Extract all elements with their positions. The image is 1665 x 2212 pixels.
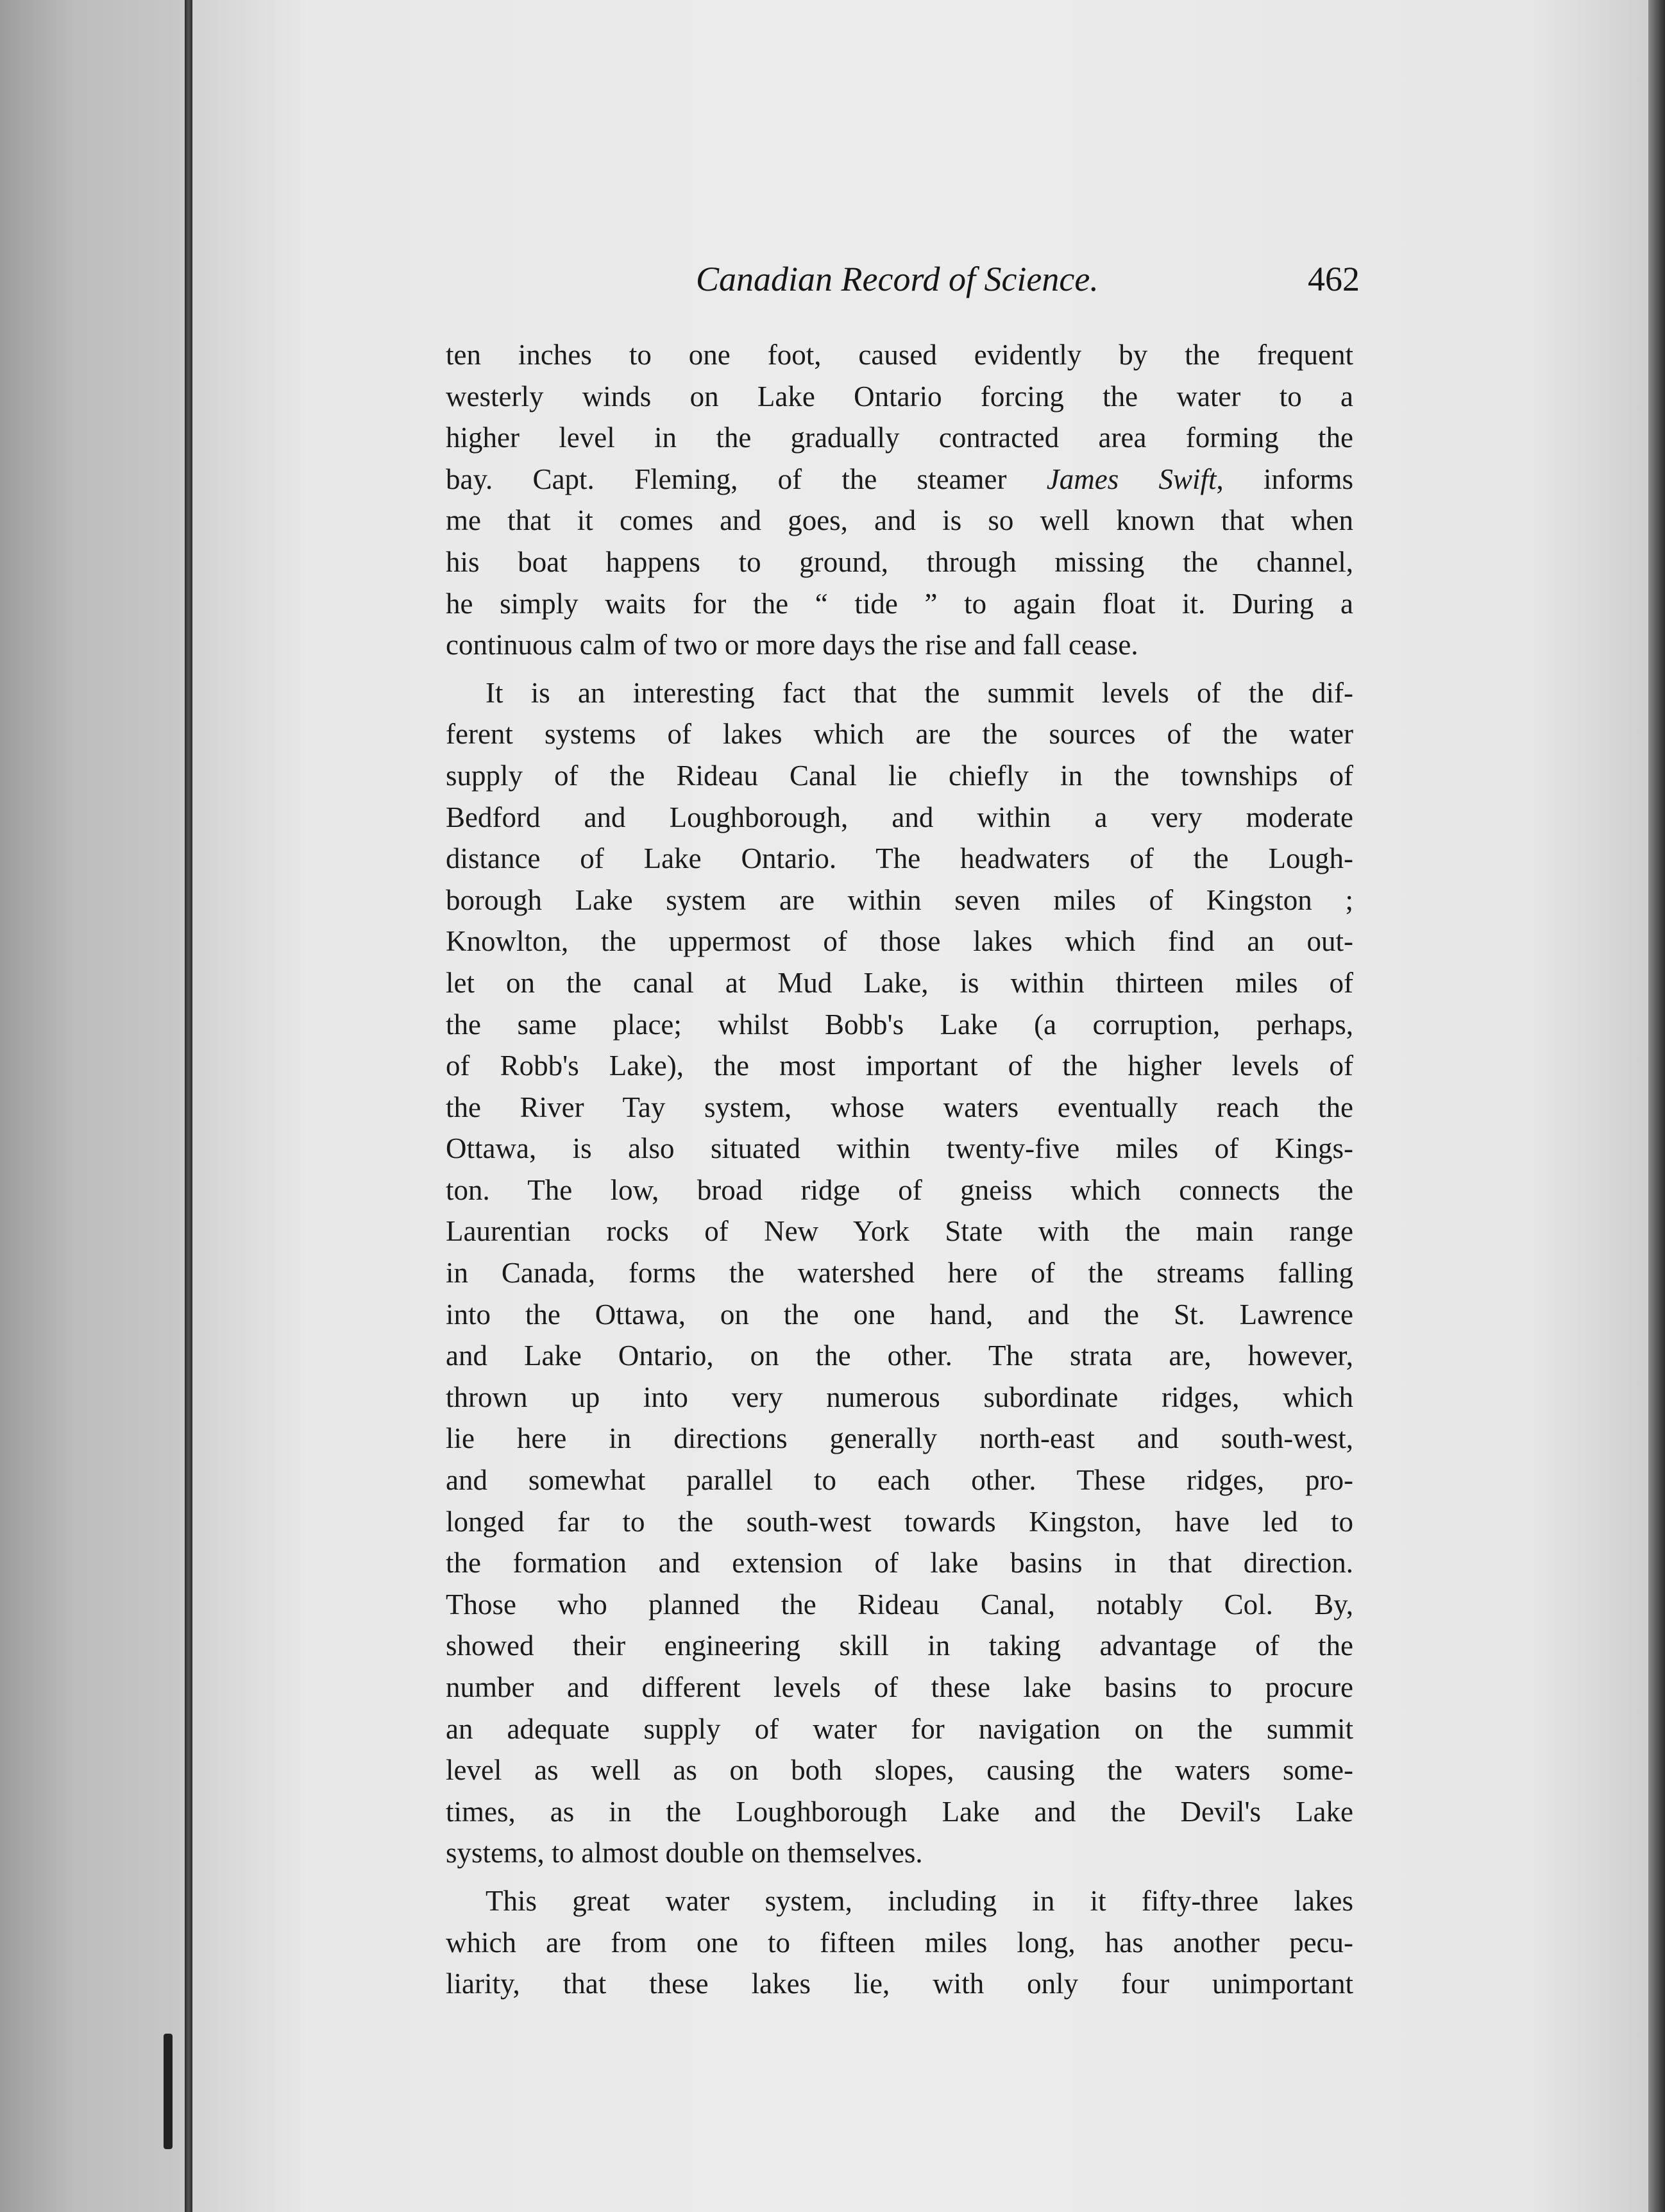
text-line: an adequate supply of water for navigation on the summit	[446, 1712, 1353, 1745]
text-line: let on the canal at Mud Lake, is within thirteen miles of	[446, 966, 1353, 999]
spine-mark	[164, 2034, 173, 2149]
text-line: supply of the Rideau Canal lie chiefly in the townships of	[446, 759, 1353, 792]
text-line: of Robb's Lake), the most important of the higher levels of	[446, 1050, 1353, 1082]
running-header	[696, 259, 1360, 311]
text-line: ten inches to one foot, caused evidently by the frequent	[446, 339, 1353, 371]
facing-page-edge	[0, 0, 186, 2212]
body-text	[446, 334, 1353, 2005]
paragraph	[446, 1880, 1353, 2005]
text-line: and Lake Ontario, on the other. The strata are, however,	[446, 1340, 1353, 1372]
text-line: his boat happens to ground, through missing the channel,	[446, 545, 1353, 578]
text-line: number and different levels of these lake basins to procure	[446, 1671, 1353, 1703]
text-line: liarity, that these lakes lie, with only four unimportant	[446, 1968, 1353, 2000]
text-line: the same place; whilst Bobb's Lake (a corruption, perhaps,	[446, 1008, 1353, 1041]
text-line: the formation and extension of lake basins in that direction.	[446, 1547, 1353, 1579]
text-line: he simply waits for the “ tide ” to again float it. During a	[446, 587, 1353, 620]
journal-title: Canadian Record of Science.	[696, 260, 1099, 298]
text-line: Ottawa, is also situated within twenty-five miles of Kings-	[446, 1132, 1353, 1165]
paragraph	[446, 334, 1353, 666]
text-line: This great water system, including in it fifty-three lakes	[486, 1884, 1353, 1917]
text-line: the River Tay system, whose waters eventually reach the	[446, 1091, 1353, 1123]
book-gutter	[185, 0, 192, 2212]
text-line: longed far to the south-west towards Kingston, have led to	[446, 1505, 1353, 1538]
text-line: times, as in the Loughborough Lake and the Devil's Lake	[446, 1795, 1353, 1828]
text-line: level as well as on both slopes, causing the waters some-	[446, 1754, 1353, 1787]
text-line: higher level in the gradually contracted area forming the	[446, 421, 1353, 454]
text-line: Laurentian rocks of New York State with the main range	[446, 1215, 1353, 1248]
text-line: Bedford and Loughborough, and within a very moderate	[446, 801, 1353, 833]
text-line: in Canada, forms the watershed here of the streams falling	[446, 1257, 1353, 1289]
text-line: which are from one to fifteen miles long, has another pecu-	[446, 1926, 1353, 1959]
text-line: thrown up into very numerous subordinate ridges, which	[446, 1381, 1353, 1413]
page-number: 462	[1308, 260, 1360, 298]
text-line: It is an interesting fact that the summit levels of the dif-	[486, 676, 1353, 709]
text-line: Those who planned the Rideau Canal, notably Col. By,	[446, 1588, 1353, 1621]
text-line: westerly winds on Lake Ontario forcing the water to a	[446, 380, 1353, 413]
text-line: showed their engineering skill in taking advantage of the	[446, 1629, 1353, 1662]
page-right-edge	[1648, 0, 1665, 2212]
text-line: ton. The low, broad ridge of gneiss which connects the	[446, 1173, 1353, 1206]
text-line: and somewhat parallel to each other. These ridges, pro-	[446, 1464, 1353, 1497]
text-line: me that it comes and goes, and is so well known that when	[446, 504, 1353, 537]
text-line: borough Lake system are within seven miles of Kingston ;	[446, 883, 1353, 916]
text-line: bay. Capt. Fleming, of the steamer James Swift, informs	[446, 463, 1353, 495]
text-line: systems, to almost double on themselves.	[446, 1837, 923, 1869]
text-line: distance of Lake Ontario. The headwaters of the Lough-	[446, 842, 1353, 875]
text-line: lie here in directions generally north-east and south-west,	[446, 1422, 1353, 1455]
text-line: Knowlton, the uppermost of those lakes which find an out-	[446, 925, 1353, 958]
ship-name: James Swift	[1046, 463, 1217, 495]
paragraph	[446, 672, 1353, 1874]
text-line: into the Ottawa, on the one hand, and the St. Lawrence	[446, 1298, 1353, 1331]
text-line: continuous calm of two or more days the rise and fall cease.	[446, 629, 1138, 661]
text-line: ferent systems of lakes which are the sources of the water	[446, 718, 1353, 751]
